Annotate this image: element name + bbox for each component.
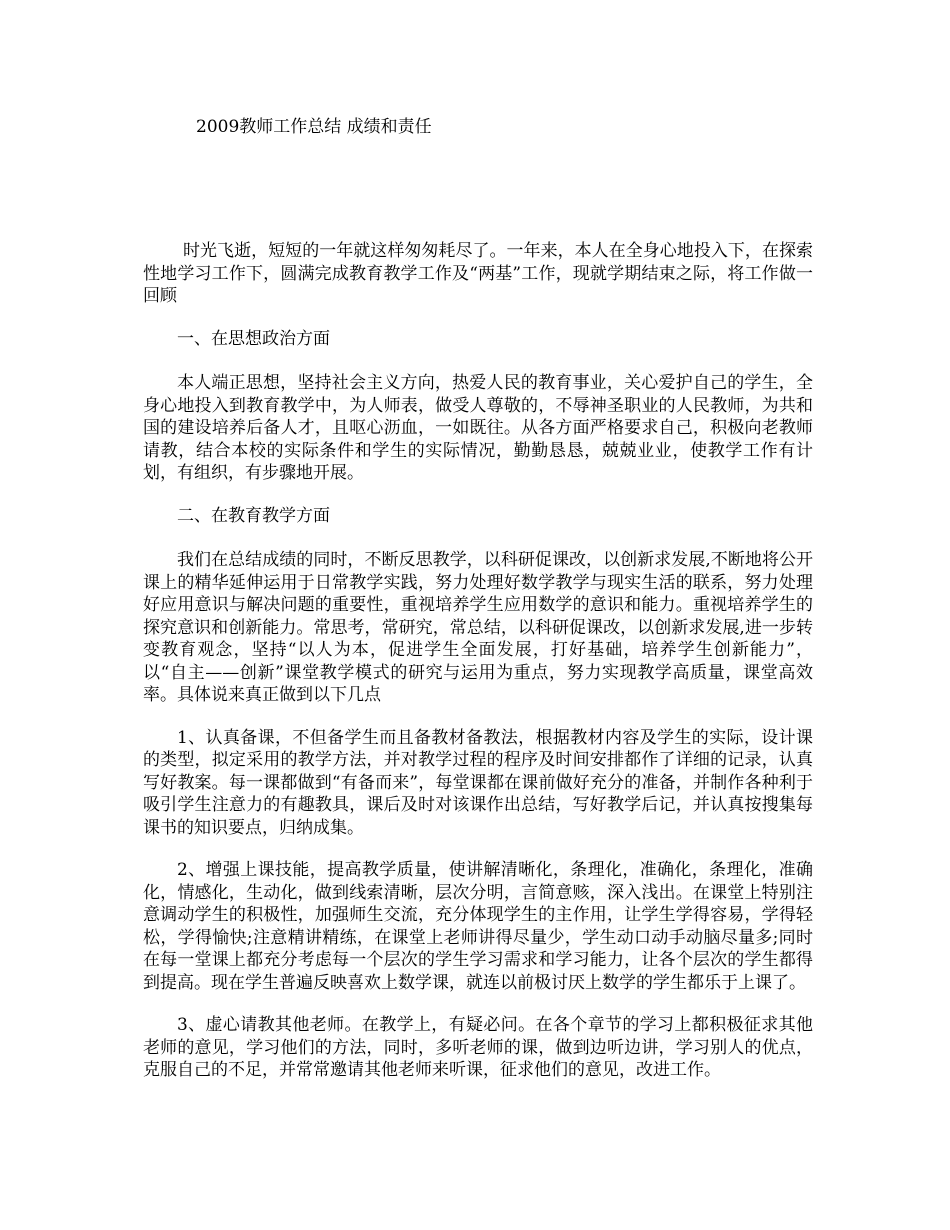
document-title: 2009教师工作总结 成绩和责任 [196, 117, 432, 137]
teaching-paragraph: 我们在总结成绩的同时，不断反思教学，以科研促课改，以创新求发展,不断地将公开课上的精华延伸运用于日常教学实践，努力处理好数学教学与现实生活的联系，努力处理好应用意识与解决问题的重要性，重视培养学生应用数学的意识和能力。重视培养学生的探究意识和创新能力。常思考，常研究，常总结，以科研促课改，以创新求发展,进一步转变教育观念，坚持“以人为本，促进学生全面发展，打好基础，培养学生创新能力”，以“自主——创新”课堂教学模式的研究与运用为重点，努力实现教学高质量，课堂高效率。具体说来真正做到以下几点 [143, 550, 813, 705]
list-item-prepare-lessons: 1、认真备课，不但备学生而且备教材备教法，根据教材内容及学生的实际，设计课的类型，拟定采用的教学方法，并对教学过程的程序及时间安排都作了详细的记录，认真写好教案。每一课都做到“有备而来”，每堂课都在课前做好充分的准备，并制作各种利于吸引学生注意力的有趣教具，课后及时对该课作出总结，写好教学后记，并认真按搜集每课书的知识要点，归纳成集。 [143, 727, 813, 838]
politics-paragraph: 本人端正思想，坚持社会主义方向，热爱人民的教育事业，关心爱护自己的学生，全身心地投入到教育教学中，为人师表，做受人尊敬的，不辱神圣职业的人民教师，为共和国的建设培养后备人才，且呕心沥血，一如既往。从各方面严格要求自己，积极向老教师请教，结合本校的实际条件和学生的实际情况，勤勤恳恳，兢兢业业，使教学工作有计划，有组织，有步骤地开展。 [143, 373, 813, 483]
document-body [143, 240, 813, 1102]
section-heading-politics: 一、在思想政治方面 [177, 328, 330, 349]
section-heading-teaching: 二、在教育教学方面 [177, 505, 330, 526]
list-item-teaching-skills: 2、增强上课技能，提高教学质量，使讲解清晰化，条理化，准确化，条理化，准确化，情感化，生动化，做到线索清晰，层次分明，言简意赅，深入浅出。在课堂上特别注意调动学生的积极性，加强师生交流，充分体现学生的主作用，让学生学得容易，学得轻松，学得愉快;注意精讲精练，在课堂上老师讲得尽量少，学生动口动手动脑尽量多;同时在每一堂课上都充分考虑每一个层次的学生学习需求和学习能力，让各个层次的学生都得到提高。现在学生普遍反映喜欢上数学课，就连以前极讨厌上数学的学生都乐于上课了。 [143, 860, 813, 993]
intro-paragraph: 时光飞逝，短短的一年就这样匆匆耗尽了。一年来，本人在全身心地投入下，在探索性地学习工作下，圆满完成教育教学工作及“两基”工作，现就学期结束之际，将工作做一回顾 [143, 241, 813, 306]
list-item-consult-teachers: 3、虚心请教其他老师。在教学上，有疑必问。在各个章节的学习上都积极征求其他老师的意见，学习他们的方法，同时，多听老师的课，做到边听边讲，学习别人的优点，克服自己的不足，并常常邀请其他老师来听课，征求他们的意见，改进工作。 [143, 1015, 813, 1080]
